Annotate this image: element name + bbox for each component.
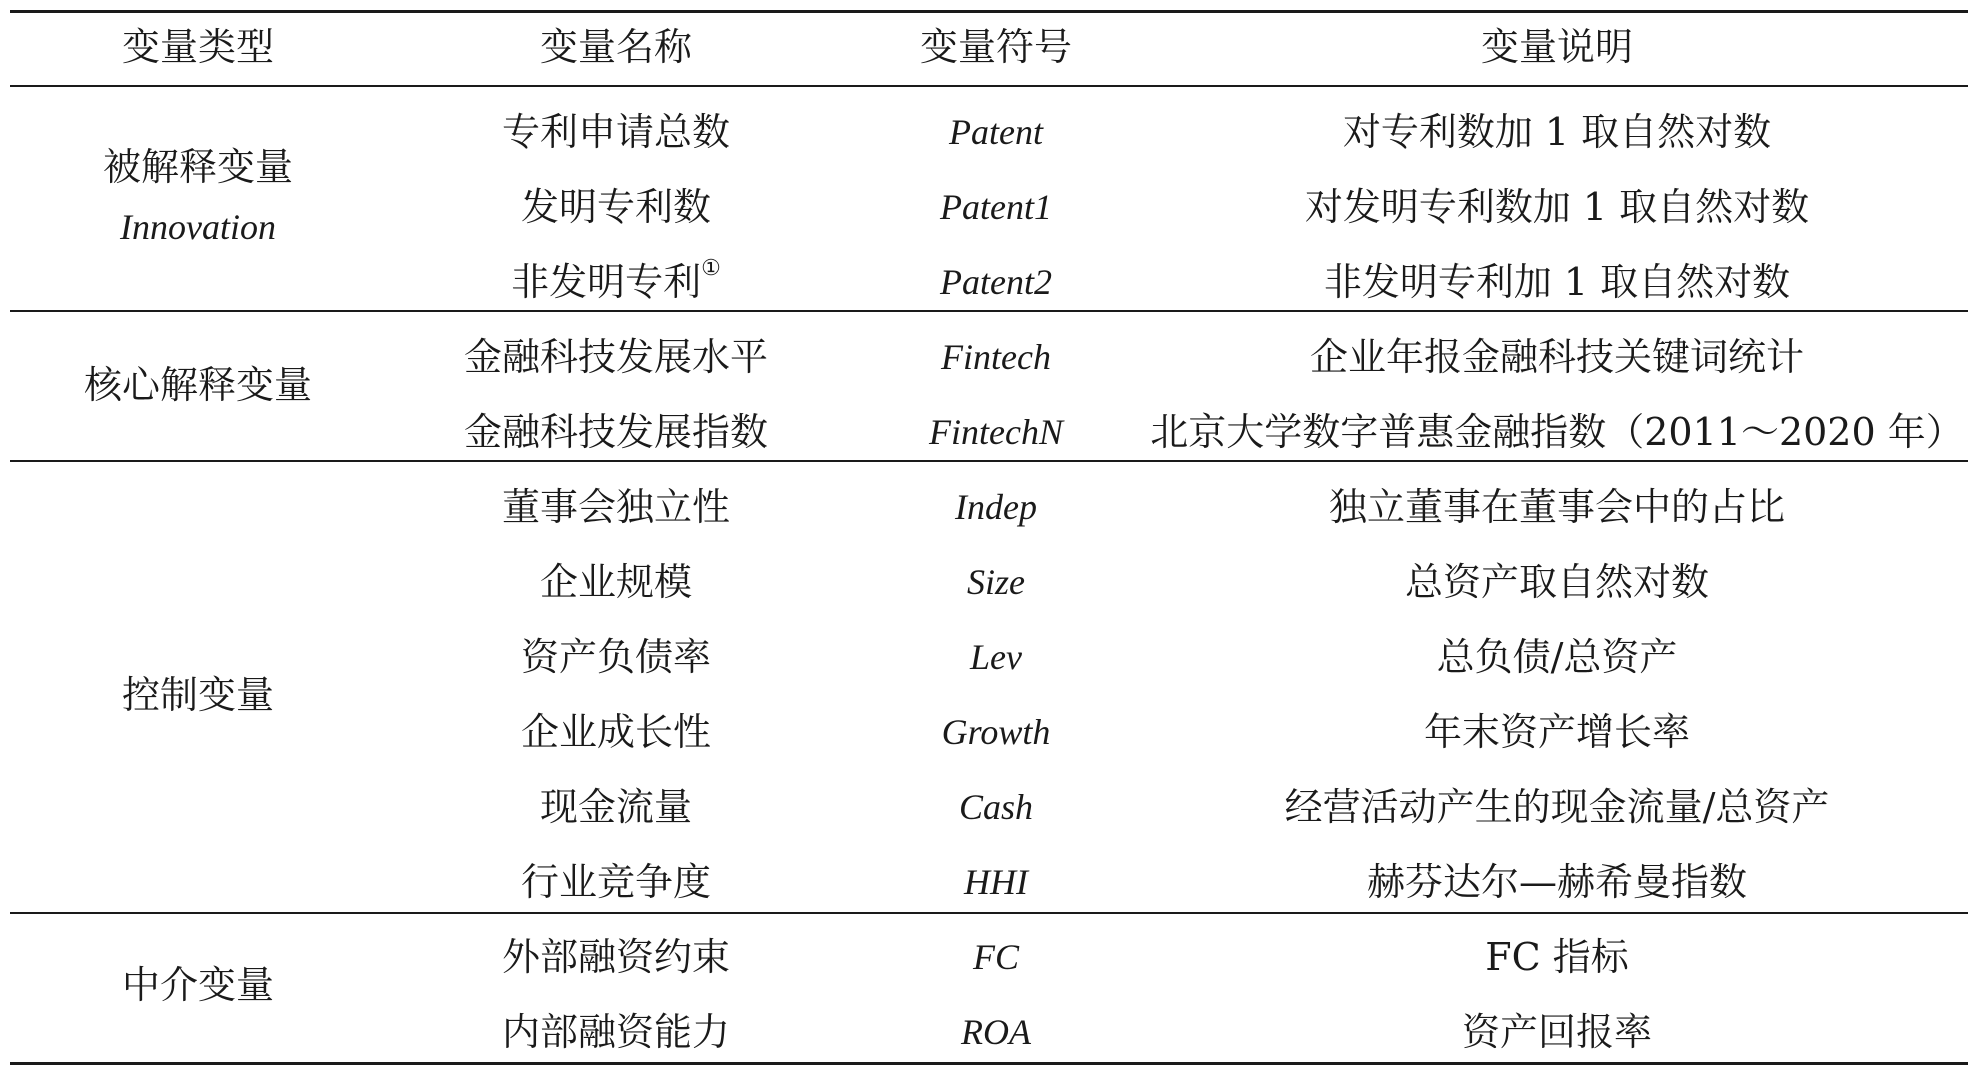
row-name: 行业竞争度 bbox=[520, 860, 711, 904]
header-variable-symbol: 变量符号 bbox=[919, 25, 1072, 69]
row-name: 企业规模 bbox=[539, 560, 692, 604]
group-label-text: 中介变量 bbox=[121, 963, 274, 1007]
row-description: 北京大学数字普惠金融指数（2011～2020 年） bbox=[1150, 410, 1964, 454]
row-name-with-note bbox=[386, 245, 846, 320]
row-name: 资产负债率 bbox=[520, 635, 711, 679]
group-label-text: 被解释变量 bbox=[102, 145, 293, 189]
group-label-text: 核心解释变量 bbox=[83, 363, 312, 407]
group-rule bbox=[10, 460, 1968, 462]
row-symbol: Fintech bbox=[941, 337, 1051, 377]
row-description: 总负债/总资产 bbox=[1436, 635, 1678, 679]
row-symbol: Lev bbox=[970, 637, 1022, 677]
row-name: 董事会独立性 bbox=[501, 485, 730, 529]
header-variable-type: 变量类型 bbox=[121, 25, 274, 69]
row-name: 现金流量 bbox=[539, 785, 692, 829]
header-rule bbox=[10, 85, 1968, 87]
row-description: 经营活动产生的现金流量/总资产 bbox=[1284, 785, 1830, 829]
row-description: 总资产取自然对数 bbox=[1404, 560, 1709, 604]
row-description: 非发明专利加 1 取自然对数 bbox=[1323, 260, 1791, 304]
row-symbol: Cash bbox=[958, 787, 1034, 827]
row-description: 对发明专利数加 1 取自然对数 bbox=[1304, 185, 1810, 229]
group-label-dependent bbox=[10, 137, 386, 257]
row-symbol: FintechN bbox=[929, 412, 1063, 452]
row-symbol: Growth bbox=[941, 712, 1051, 752]
group-label-text: 控制变量 bbox=[121, 673, 274, 717]
row-description: FC 指标 bbox=[1485, 935, 1629, 979]
row-symbol: HHI bbox=[964, 862, 1028, 902]
row-symbol: Size bbox=[967, 562, 1025, 602]
row-description: 企业年报金融科技关键词统计 bbox=[1309, 335, 1804, 379]
row-description: 对专利数加 1 取自然对数 bbox=[1342, 110, 1772, 154]
group-label-mediating bbox=[10, 955, 386, 1015]
row-symbol: FC bbox=[972, 937, 1019, 977]
row-name: 金融科技发展指数 bbox=[463, 410, 768, 454]
group-rule bbox=[10, 912, 1968, 914]
row-name: 企业成长性 bbox=[520, 710, 711, 754]
row-description: 独立董事在董事会中的占比 bbox=[1328, 485, 1785, 529]
row-name: 非发明专利 bbox=[511, 260, 702, 304]
group-label-control bbox=[10, 665, 386, 725]
group-label-core bbox=[10, 355, 386, 415]
row-name: 发明专利数 bbox=[520, 185, 711, 229]
row-name: 金融科技发展水平 bbox=[463, 335, 768, 379]
bottom-rule bbox=[10, 1062, 1968, 1065]
row-symbol: Patent2 bbox=[940, 262, 1052, 302]
header-variable-name: 变量名称 bbox=[539, 25, 692, 69]
row-name: 外部融资约束 bbox=[501, 935, 730, 979]
row-description: 赫芬达尔—赫希曼指数 bbox=[1366, 860, 1747, 904]
footnote-marker: ① bbox=[701, 256, 721, 281]
row-description: 年末资产增长率 bbox=[1423, 710, 1690, 754]
group-rule bbox=[10, 310, 1968, 312]
row-symbol: ROA bbox=[961, 1012, 1031, 1052]
row-symbol: Indep bbox=[955, 487, 1037, 527]
row-name: 内部融资能力 bbox=[501, 1010, 730, 1054]
row-symbol: Patent bbox=[949, 112, 1043, 152]
row-name: 专利申请总数 bbox=[501, 110, 730, 154]
header-variable-description: 变量说明 bbox=[1480, 25, 1633, 69]
row-symbol: Patent1 bbox=[940, 187, 1052, 227]
row-description: 资产回报率 bbox=[1461, 1010, 1652, 1054]
group-label-english: Innovation bbox=[120, 207, 276, 247]
